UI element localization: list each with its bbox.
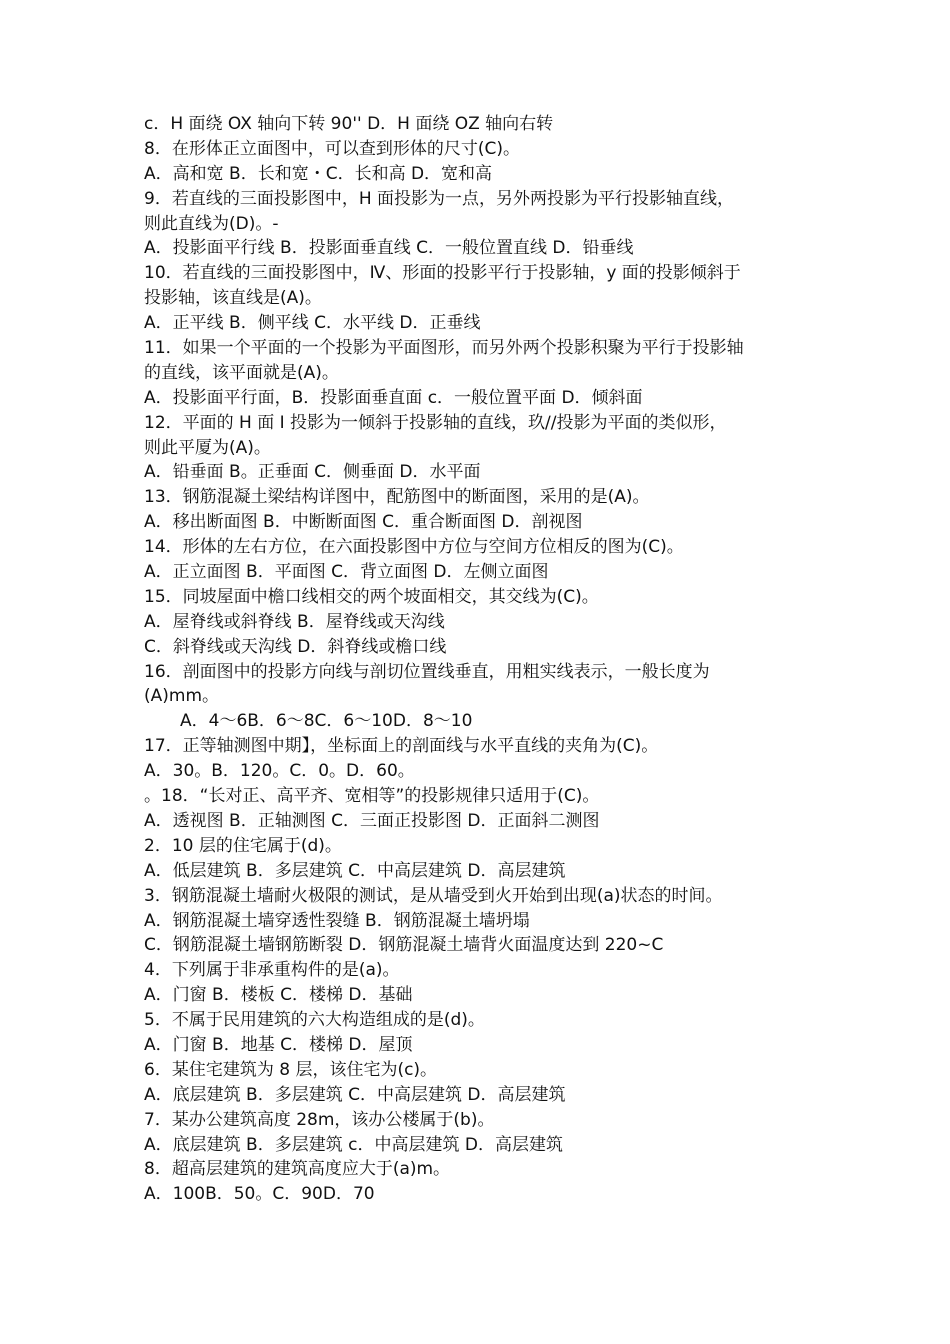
text-line: 5．不属于民用建筑的六大构造组成的是(d)。 xyxy=(144,1010,485,1031)
text-line: 。18．“长对正、高平齐、宽相等”的投影规律只适用于(C)。 xyxy=(144,786,600,807)
text-line: A．移出断面图 B．中断断面图 C．重合断面图 D．剖视图 xyxy=(144,512,583,533)
text-line: 8．超高层建筑的建筑高度应大于(a)m。 xyxy=(144,1159,451,1180)
text-line: A．门窗 B．地基 C．楼梯 D．屋顶 xyxy=(144,1034,413,1055)
text-line: C．斜脊线或天沟线 D．斜脊线或檐口线 xyxy=(144,636,447,657)
text-line: A．投影面平行线 B．投影面垂直线 C．一般位置直线 D．铅垂线 xyxy=(144,238,634,259)
text-line: 投影轴，该直线是(A)。 xyxy=(144,288,322,309)
text-line: 的直线，该平面就是(A)。 xyxy=(144,362,339,383)
text-line: 2．10 层的住宅属于(d)。 xyxy=(144,835,342,856)
text-line: A．钢筋混凝土墙穿透性裂缝 B．钢筋混凝土墙坍塌 xyxy=(144,910,530,931)
text-line: C．钢筋混凝土墙钢筋断裂 D．钢筋混凝土墙背火面温度达到 220~C xyxy=(144,935,664,956)
text-line: A．30。B．120。C．0。D．60。 xyxy=(144,761,415,782)
text-line: A．高和宽 B．长和宽・C．长和高 D．宽和高 xyxy=(144,163,493,184)
text-line: 10．若直线的三面投影图中，Ⅳ、形面的投影平行于投影轴，y 面的投影倾斜于 xyxy=(144,263,741,284)
text-line: 则此平厦为(A)。 xyxy=(144,437,271,458)
text-line: 9．若直线的三面投影图中，H 面投影为一点，另外两投影为平行投影轴直线， xyxy=(144,188,735,209)
text-line: 7．某办公建筑高度 28m，该办公楼属于(b)。 xyxy=(144,1109,495,1130)
text-line: 16．剖面图中的投影方向线与剖切位置线垂直，用粗实线表示，一般长度为 xyxy=(144,661,710,682)
text-line: A．正平线 B．侧平线 C．水平线 D．正垂线 xyxy=(144,313,481,334)
text-line: 12．平面的 H 面 I 投影为一倾斜于投影轴的直线，玖∕∕投影为平面的类似形， xyxy=(144,412,727,433)
text-line: c．H 面绕 OX 轴向下转 90'' D．H 面绕 OZ 轴向右转 xyxy=(144,114,554,134)
text-line: 4．下列属于非承重构件的是(a)。 xyxy=(144,960,400,981)
text-line: 8．在形体正立面图中，可以查到形体的尺寸(C)。 xyxy=(144,138,520,159)
text-line: 15．同坡屋面中檐口线相交的两个坡面相交，其交线为(C)。 xyxy=(144,586,599,607)
text-line: A．正立面图 B．平面图 C．背立面图 D．左侧立面图 xyxy=(144,562,549,583)
question-text-block xyxy=(144,112,814,1207)
text-line: A．投影面平行面，B．投影面垂直面 c．一般位置平面 D．倾斜面 xyxy=(144,387,643,408)
text-line: (A)mm。 xyxy=(144,686,220,707)
text-line: 13．钢筋混凝土梁结构详图中，配筋图中的断面图，采用的是(A)。 xyxy=(144,487,650,508)
text-line: 17．正等轴测图中期】，坐标面上的剖面线与水平直线的夹角为(C)。 xyxy=(144,736,659,757)
text-line: A．铅垂面 B。正垂面 C．侧垂面 D．水平面 xyxy=(144,462,481,483)
text-line: A．底层建筑 B．多层建筑 C．中高层建筑 D．高层建筑 xyxy=(144,1084,566,1105)
text-line: 6．某住宅建筑为 8 层，该住宅为(c)。 xyxy=(144,1059,438,1080)
text-line: 14．形体的左右方位，在六面投影图中方位与空间方位相反的图为(C)。 xyxy=(144,537,684,558)
text-line: A．底层建筑 B．多层建筑 c．中高层建筑 D．高层建筑 xyxy=(144,1134,563,1155)
text-line: A．透视图 B．正轴测图 C．三面正投影图 D．正面斜二测图 xyxy=(144,810,600,831)
text-line: 11．如果一个平面的一个投影为平面图形，而另外两个投影积聚为平行于投影轴 xyxy=(144,338,744,359)
text-line: A．屋脊线或斜脊线 B．屋脊线或天沟线 xyxy=(144,611,445,632)
text-line: A．门窗 B．楼板 C．楼梯 D．基础 xyxy=(144,985,413,1006)
text-line: A．低层建筑 B．多层建筑 C．中高层建筑 D．高层建筑 xyxy=(144,860,566,881)
text-line: 3．钢筋混凝土墙耐火极限的测试，是从墙受到火开始到出现(a)状态的时间。 xyxy=(144,885,723,906)
text-line: A．4～6B．6～8C．6～10D．8～10 xyxy=(180,711,473,732)
text-line: 则此直线为(D)。- xyxy=(144,213,279,234)
text-line: A．100B．50。C．90D．70 xyxy=(144,1184,375,1205)
